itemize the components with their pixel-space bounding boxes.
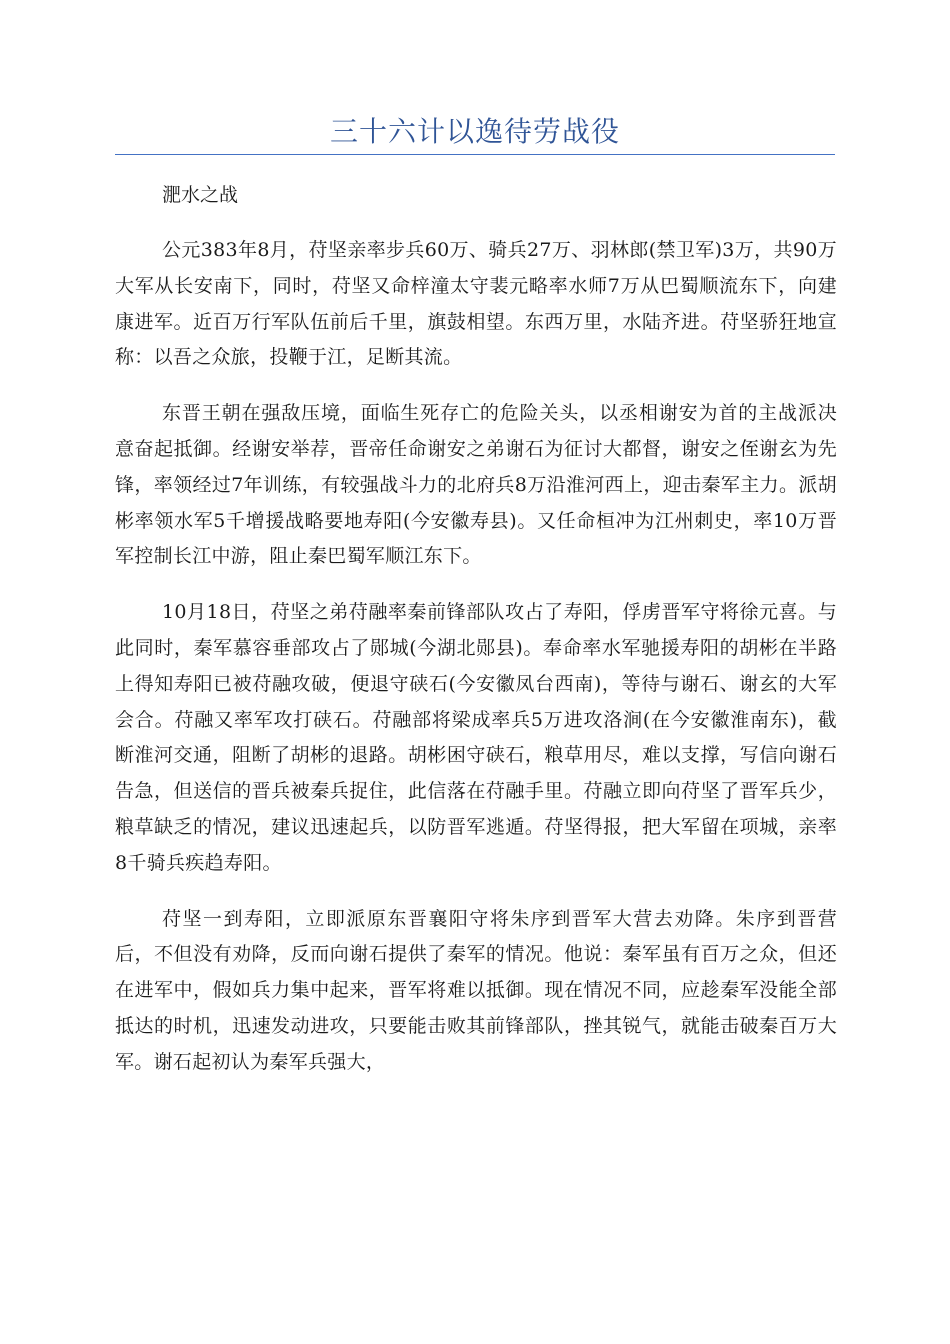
paragraph: 苻坚一到寿阳，立即派原东晋襄阳守将朱序到晋军大营去劝降。朱序到晋营后，不但没有劝降，反而向谢石提供了秦军的情况。他说：秦军虽有百万之众，但还在进军中，假如兵力集中起来，晋军将难以抵御。现在情况不同，应趁秦军没能全部抵达的时机，迅速发动进攻，只要能击败其前锋部队，挫其锐气，就能击破秦百万大军。谢石起初认为秦军兵强大， <box>115 907 837 1073</box>
section-heading: 淝水之战 <box>162 184 239 206</box>
paragraph: 公元383年8月，苻坚亲率步兵60万、骑兵27万、羽林郎(禁卫军)3万，共90万大军从长安南下，同时，苻坚又命梓潼太守裴元略率水师7万从巴蜀顺流东下，向建康进军。近百万行军队伍前后千里，旗鼓相望。东西万里，水陆齐进。苻坚骄狂地宣称：以吾之众旅，投鞭于江，足断其流。 <box>115 239 837 369</box>
document-body <box>115 233 837 1101</box>
document-title: 三十六计以逸待劳战役 <box>329 115 620 148</box>
paragraph: 10月18日，苻坚之弟苻融率秦前锋部队攻占了寿阳，俘虏晋军守将徐元喜。与此同时，秦军慕容垂部攻占了郧城(今湖北郧县)。奉命率水军驰援寿阳的胡彬在半路上得知寿阳已被苻融攻破，便退守硖石(今安徽凤台西南)，等待与谢石、谢玄的大军会合。苻融又率军攻打硖石。苻融部将梁成率兵5万进攻洛涧(在今安徽淮南东)，截断淮河交通，阻断了胡彬的退路。胡彬困守硖石，粮草用尽，难以支撑，写信向谢石告急，但送信的晋兵被秦兵捉住，此信落在苻融手里。苻融立即向苻坚了晋军兵少，粮草缺乏的情况，建议迅速起兵，以防晋军逃遁。苻坚得报，把大军留在项城，亲率8千骑兵疾趋寿阳。 <box>115 601 837 874</box>
paragraph: 东晋王朝在强敌压境，面临生死存亡的危险关头，以丞相谢安为首的主战派决意奋起抵御。经谢安举荐，晋帝任命谢安之弟谢石为征讨大都督，谢安之侄谢玄为先锋，率领经过7年训练，有较强战斗力的北府兵8万沿淮河西上，迎击秦军主力。派胡彬率领水军5千增援战略要地寿阳(今安徽寿县)。又任命桓冲为江州刺史，率10万晋军控制长江中游，阻止秦巴蜀军顺江东下。 <box>115 402 837 568</box>
title-underline <box>115 154 835 155</box>
